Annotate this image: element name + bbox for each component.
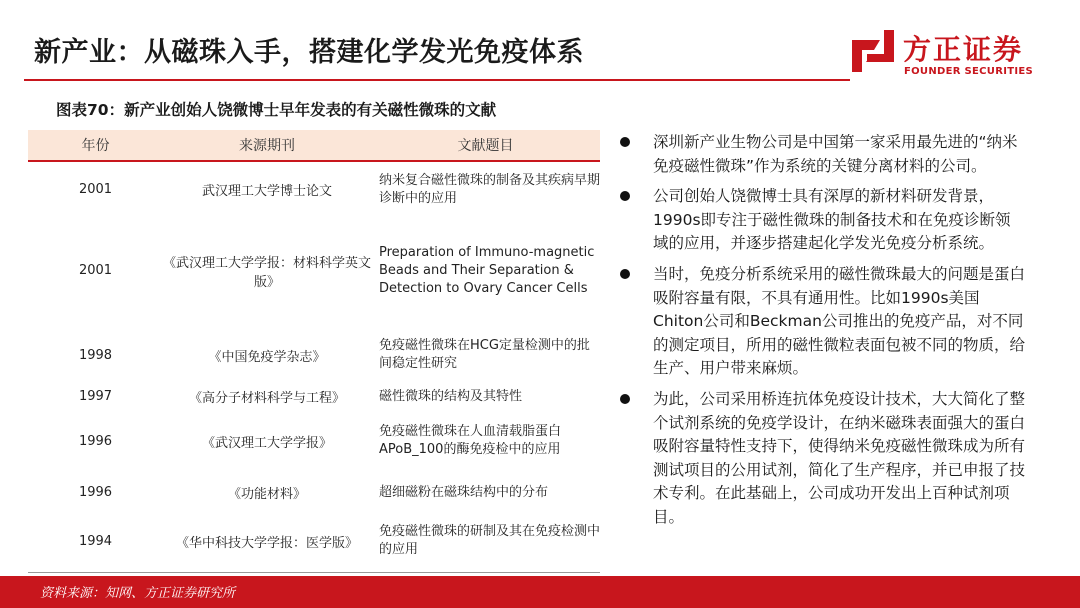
bullet-dot-icon (620, 269, 630, 279)
cell-source: 《高分子材料科学与工程》 (188, 391, 345, 406)
logo-name-en: FOUNDER SECURITIES (904, 66, 1034, 77)
cell-source: 《武汉理工大学学报：材料科学英文版》 (163, 255, 372, 290)
table-row (28, 161, 600, 217)
cell-source: 《武汉理工大学学报》 (201, 435, 332, 451)
bullet-dot-icon (620, 191, 630, 201)
source-note: 资料来源：知网、方正证券研究所 (40, 586, 236, 601)
cell-year: 1996 (78, 433, 113, 449)
cell-year: 2001 (78, 263, 113, 278)
cell-title: 磁性微珠的结构及其特性 (379, 388, 523, 404)
cell-title: 超细磁粉在磁珠结构中的分布 (379, 484, 549, 500)
table-row (28, 324, 600, 386)
list-item (618, 388, 1026, 530)
page-title: 新产业：从磁珠入手，搭建化学发光免疫体系 (34, 37, 584, 68)
cell-title: 免疫磁性微珠在人血清载脂蛋白APoB_100的酶免疫检中的应用 (379, 424, 562, 457)
bullet-dot-icon (620, 137, 630, 147)
cell-year: 1997 (78, 389, 113, 404)
bullet-text: 深圳新产业生物公司是中国第一家采用最先进的“纳米免疫磁性微珠”作为系统的关键分离材料的公司。 (653, 133, 1018, 175)
title-divider (24, 79, 850, 81)
column-header-title: 文献题目 (371, 130, 600, 161)
column-header-source: 来源期刊 (163, 130, 371, 161)
table-row (28, 217, 600, 324)
literature-table (28, 130, 600, 573)
bullet-text: 当时，免疫分析系统采用的磁性微珠最大的问题是蛋白吸附容量有限，不具有通用性。比如1990s美国Chiton公司和Beckman公司推出的免疫产品，对不同的测定项目，所用的磁性微粒表面包被不同的物质，给生产、用户带来麻烦。 (653, 264, 1026, 378)
list-item (618, 185, 1026, 256)
list-item (618, 263, 1026, 381)
cell-source: 武汉理工大学博士论文 (201, 184, 332, 199)
footer-bar (0, 576, 1080, 608)
cell-year: 2001 (78, 182, 113, 197)
cell-year: 1996 (78, 485, 113, 500)
cell-source: 《中国免疫学杂志》 (208, 349, 326, 365)
table-row (28, 386, 600, 407)
column-header-year: 年份 (28, 130, 163, 161)
company-logo (850, 28, 1060, 84)
cell-source: 《功能材料》 (227, 487, 306, 502)
cell-source: 《华中科技大学学报：医学版》 (175, 535, 358, 551)
bullet-list (618, 131, 1026, 537)
founder-logo-icon (850, 28, 896, 74)
table-row (28, 407, 600, 475)
cell-title: 纳米复合磁性微珠的制备及其疾病早期诊断中的应用 (379, 172, 601, 206)
table-header-row (28, 130, 600, 161)
cell-year: 1998 (78, 347, 113, 363)
table-bottom-rule (28, 572, 600, 573)
bullet-text: 公司创始人饶微博士具有深厚的新材料研发背景，1990s即专注于磁性微珠的制备技术和在免疫诊断领域的应用，并逐步搭建起化学发光免疫分析系统。 (653, 187, 1011, 253)
cell-year: 1994 (78, 533, 113, 549)
table-row (28, 510, 600, 572)
figure-caption: 图表70：新产业创始人饶微博士早年发表的有关磁性微珠的文献 (56, 101, 497, 119)
list-item (618, 131, 1026, 178)
bullet-dot-icon (620, 394, 630, 404)
bullet-text: 为此，公司采用桥连抗体免疫设计技术，大大简化了整个试剂系统的免疫学设计，在纳米磁珠表面强大的蛋白吸附容量特性支持下，使得纳米免疫磁性微珠成为所有测试项目的公用试剂，简化了生产程序，并已申报了技术专利。在此基础上，公司成功开发出上百种试剂项目。 (653, 389, 1026, 526)
logo-name-cn: 方正证券 (903, 33, 1024, 66)
cell-title: 免疫磁性微珠的研制及其在免疫检测中的应用 (379, 524, 601, 557)
cell-title: Preparation of Immuno-magnetic Beads and Their Separation & Detection to Ovary Cancer Cells (379, 244, 595, 296)
table-row (28, 475, 600, 510)
cell-title: 免疫磁性微珠在HCG定量检测中的批间稳定性研究 (379, 338, 590, 371)
